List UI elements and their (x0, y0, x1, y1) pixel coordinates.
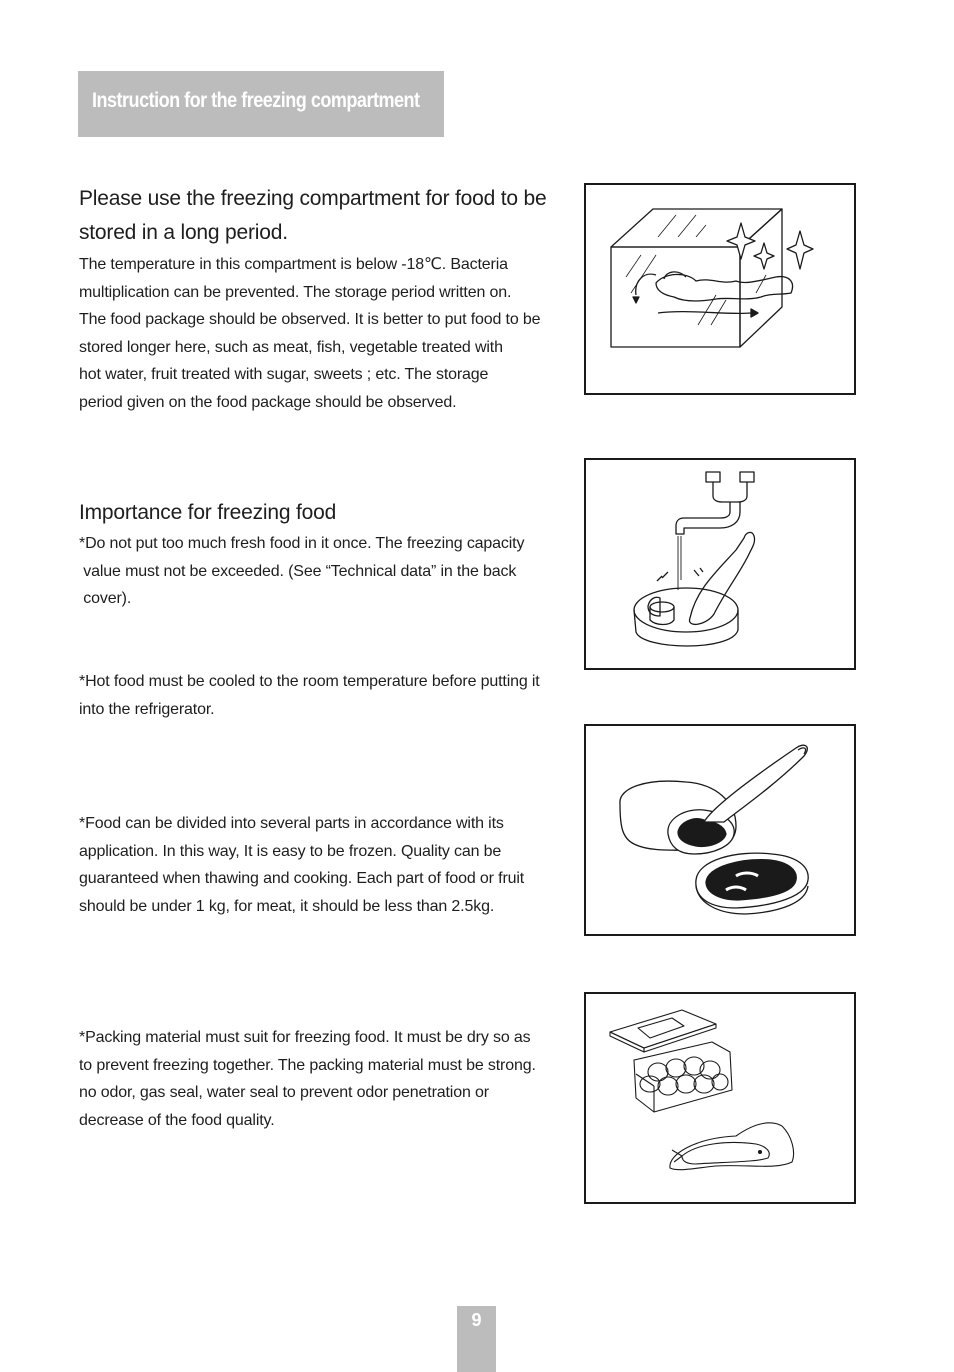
tip-hot-food (79, 668, 540, 723)
section-header (78, 71, 444, 137)
intro-lead-line: stored in a long period. (79, 221, 288, 244)
intro-body-line: The temperature in this compartment is below -18℃. Bacteria (79, 256, 508, 273)
tip-line: no odor, gas seal, water seal to prevent odor penetration or (79, 1084, 489, 1102)
tip-overload (79, 530, 524, 613)
illustration-frame (584, 458, 856, 670)
tip-line: *Do not put too much fresh food in it once. The freezing capacity (79, 535, 525, 552)
tip-line: into the refrigerator. (79, 700, 215, 718)
intro-lead (79, 182, 546, 250)
sliced-meat-icon (586, 726, 854, 934)
illustration-frame (584, 992, 856, 1204)
intro-body-line: The food package should be observed. It is better to put food to be (79, 311, 541, 329)
intro-body-line: hot water, fruit treated with sugar, sweets ; etc. The storage (79, 366, 489, 384)
packed-food-icon (586, 994, 854, 1202)
illustration-frame (584, 183, 856, 395)
frozen-block-icon (586, 185, 854, 393)
tip-line: decrease of the food quality. (79, 1111, 275, 1129)
tip-line: application. In this way, It is easy to be frozen. Quality can be (79, 842, 502, 860)
intro-body-line: period given on the food package should be observed. (79, 393, 457, 411)
tip-line: guaranteed when thawing and cooking. Each part of food or fruit (79, 870, 525, 888)
tip-line: value must not be exceeded. (See “Technical data” in the back (79, 562, 517, 580)
tip-packing (79, 1024, 536, 1134)
tip-divide-food (79, 810, 524, 920)
intro-body (79, 251, 540, 417)
intro-lead-line: Please use the freezing compartment for food to be (79, 187, 547, 210)
tip-line: *Hot food must be cooled to the room temperature before putting it (79, 673, 540, 690)
tip-line: *Food can be divided into several parts in accordance with its (79, 815, 504, 832)
tip-line: cover). (79, 590, 132, 608)
section-title: Instruction for the freezing compartment (92, 89, 420, 112)
page-number: 9 (471, 1310, 482, 1330)
tip-line: *Packing material must suit for freezing food. It must be dry so as (79, 1029, 531, 1046)
tip-line: should be under 1 kg, for meat, it should be less than 2.5kg. (79, 897, 495, 915)
tip-line: to prevent freezing together. The packing material must be strong. (79, 1056, 536, 1074)
intro-body-line: multiplication can be prevented. The storage period written on. (79, 283, 512, 301)
importance-title: Importance for freezing food (79, 501, 337, 524)
page-number-tab (457, 1306, 496, 1372)
cooling-under-tap-icon (586, 460, 854, 668)
intro-body-line: stored longer here, such as meat, fish, vegetable treated with (79, 338, 503, 356)
illustration-frame (584, 724, 856, 936)
